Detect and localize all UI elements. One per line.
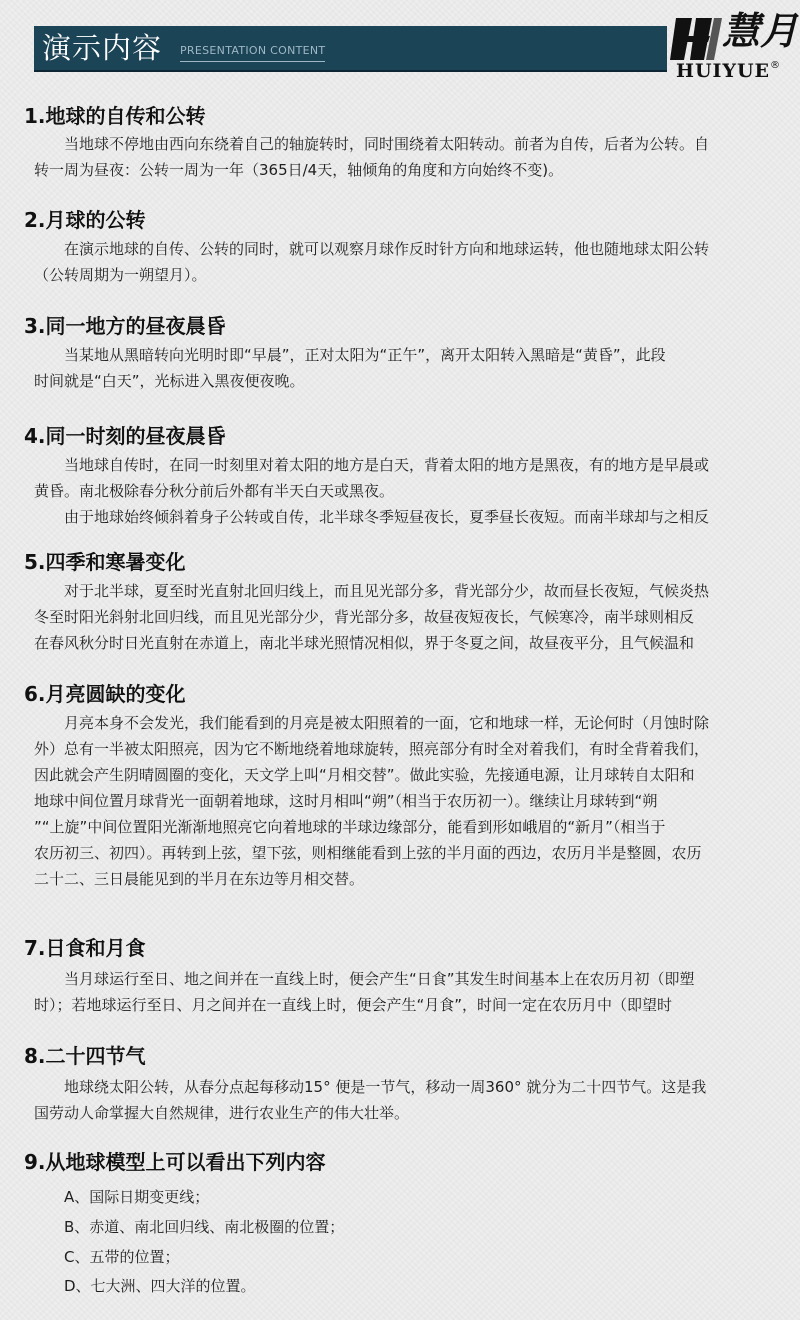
body-line: 因此就会产生阴晴圆圈的变化，天文学上叫“月相交替”。做此实验，先接通电源，让月球转自太阳和 [34,766,695,784]
section-title-9: 9.从地球模型上可以看出下列内容 [24,1150,326,1174]
list-item: D、七大洲、四大洋的位置。 [64,1277,256,1295]
body-line: 时）；若地球运行至日、月之间并在一直线上时，便会产生“月食”，时间一定在农历月中（即望时 [34,996,673,1014]
body-line: 时间就是“白天”，光标进入黑夜便夜晚。 [34,372,305,390]
body-line: 当地球不停地由西向东绕着自己的轴旋转时，同时围绕着太阳转动。前者为自传，后者为公转。自 [64,135,710,153]
body-line: 在春风秋分时日光直射在赤道上，南北半球光照情况相似，界于冬夏之间，故昼夜平分，且气候温和 [34,634,695,652]
body-line: 在演示地球的自传、公转的同时，就可以观察月球作反时针方向和地球运转，他也随地球太阳公转 [64,240,710,258]
logo-chars: 慧月 [722,8,799,53]
list-item: B、赤道、南北回归线、南北极圈的位置； [64,1218,345,1236]
body-line: 地球绕太阳公转，从春分点起每移动15° 便是一节气，移动一周360° 就分为二十四节气。这是我 [64,1078,707,1096]
section-body-8 [34,1074,790,1126]
registered-mark: ® [770,60,780,71]
body-line: 当地球自传时，在同一时刻里对着太阳的地方是白天，背着太阳的地方是黑夜，有的地方是早晨或 [64,456,710,474]
page-header [0,0,800,88]
section-title-7: 7.日食和月食 [24,936,146,960]
section-title-1: 1.地球的自传和公转 [24,104,206,128]
section-body-5 [34,578,790,656]
body-line: 地球中间位置月球背光一面朝着地球，这时月相叫“朔”（相当于农历初一）。继续让月球转到“朔 [34,792,658,810]
body-line: 农历初三、初四）。再转到上弦，望下弦，则相继能看到上弦的半月面的西边，农历月半是整圆，农历 [34,844,702,862]
body-line: 二十二、三日晨能见到的半月在东边等月相交替。 [34,870,365,888]
page-subtitle: PRESENTATION CONTENT [180,44,325,62]
section-title-4: 4.同一时刻的昼夜晨昏 [24,424,226,448]
section-body-7 [34,966,790,1018]
body-line: 外）总有一半被太阳照亮，因为它不断地绕着地球旋转，照亮部分有时全对着我们，有时全背着我们， [34,740,710,758]
page-title: 演示内容 [42,31,163,65]
body-line: 对于北半球，夏至时光直射北回归线上，而且见光部分多，背光部分少，故而昼长夜短，气候炎热 [64,582,710,600]
section-body-4 [34,452,790,530]
section-body-1 [34,131,790,183]
section-body-6 [34,710,790,892]
list-item: C、五带的位置； [64,1248,180,1266]
logo-text: HUIYUE [676,60,771,82]
section-body-3 [34,342,790,394]
section-title-3: 3.同一地方的昼夜晨昏 [24,314,226,338]
title-banner [34,26,667,70]
section-title-2: 2.月球的公转 [24,208,146,232]
section-title-6: 6.月亮圆缺的变化 [24,682,186,706]
body-line: ”“上旋”中间位置阳光渐渐地照亮它向着地球的半球边缘部分，能看到形如峨眉的“新月”（相当于 [34,818,666,836]
body-line: 当月球运行至日、地之间并在一直线上时，便会产生“日食”其发生时间基本上在农历月初（即塑 [64,970,695,988]
body-line: 黄昏。南北极除春分秋分前后外都有半天白天或黑夜。 [34,482,395,500]
section-title-5: 5.四季和寒暑变化 [24,550,186,574]
body-line: 月亮本身不会发光，我们能看到的月亮是被太阳照着的一面，它和地球一样，无论何时（月蚀时除 [64,714,710,732]
section-body-2 [34,236,790,288]
body-line: 转一周为昼夜：公转一周为一年（365日/4天，轴倾角的角度和方向始终不变)。 [34,161,564,179]
body-line: 由于地球始终倾斜着身子公转或自传，北半球冬季短昼夜长，夏季昼长夜短。而南半球却与之相反 [64,508,710,526]
list-item: A、国际日期变更线； [64,1188,210,1206]
body-line: 国劳动人命掌握大自然规律，进行农业生产的伟大壮举。 [34,1104,410,1122]
body-line: （公转周期为一朔望月）。 [34,266,207,284]
section-title-8: 8.二十四节气 [24,1044,146,1068]
body-line: 当某地从黑暗转向光明时即“早晨”，正对太阳为“正午”，离开太阳转入黑暗是“黄昏”，此段 [64,346,666,364]
body-line: 冬至时阳光斜射北回归线，而且见光部分少，背光部分多，故昼夜短夜长，气候寒冷，南半球则相反 [34,608,695,626]
